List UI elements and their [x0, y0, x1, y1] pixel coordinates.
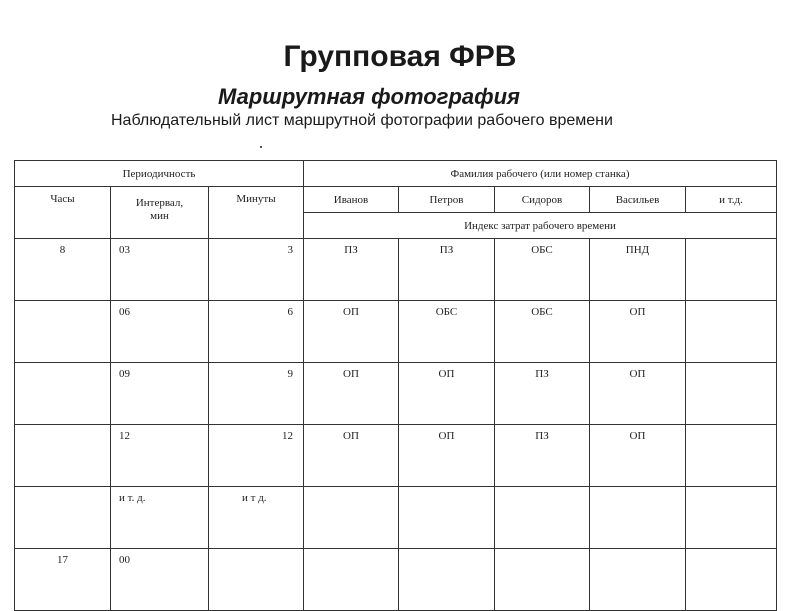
cell-code: ОП	[304, 301, 399, 363]
cell-code	[495, 487, 590, 549]
table-row	[15, 487, 777, 549]
cell-code	[686, 301, 777, 363]
cell-code: ПНД	[590, 239, 686, 301]
cell-minutes	[209, 549, 304, 611]
cell-interval: 12	[111, 425, 209, 487]
cell-code: ПЗ	[304, 239, 399, 301]
table-row	[15, 363, 777, 425]
cell-hours: 17	[15, 549, 111, 611]
cell-code: ОП	[399, 363, 495, 425]
page-caption: Наблюдательный лист маршрутной фотографии рабочего времени	[111, 112, 613, 129]
cell-code: ОБС	[495, 301, 590, 363]
cell-code: ОБС	[399, 301, 495, 363]
table-row	[15, 239, 777, 301]
cell-minutes: 3	[209, 239, 304, 301]
header-time-index: Индекс затрат рабочего времени	[304, 213, 777, 239]
column-header-worker: Петров	[399, 187, 495, 213]
cell-code	[399, 487, 495, 549]
cell-code: ОП	[590, 301, 686, 363]
cell-code: ПЗ	[399, 239, 495, 301]
cell-code: ПЗ	[495, 425, 590, 487]
column-header-minutes: Минуты	[209, 187, 304, 239]
column-header-interval	[111, 187, 209, 239]
table-row	[15, 549, 777, 611]
cell-hours	[15, 363, 111, 425]
cell-code	[686, 363, 777, 425]
cell-code	[399, 549, 495, 611]
cell-code	[590, 487, 686, 549]
cell-hours	[15, 487, 111, 549]
cell-minutes: 12	[209, 425, 304, 487]
cell-code	[686, 239, 777, 301]
cell-code: ОП	[304, 425, 399, 487]
cell-code: ОП	[304, 363, 399, 425]
cell-code: ОП	[590, 425, 686, 487]
decorative-dot	[260, 146, 262, 148]
interval-label-line2: мин	[150, 210, 169, 222]
page-subtitle: Маршрутная фотография	[218, 84, 520, 109]
table-row	[15, 425, 777, 487]
column-header-worker: Иванов	[304, 187, 399, 213]
column-header-worker: и т.д.	[686, 187, 777, 213]
cell-code	[686, 487, 777, 549]
cell-code	[495, 549, 590, 611]
page-title: Групповая ФРВ	[283, 40, 517, 73]
table-row	[15, 301, 777, 363]
cell-minutes: 9	[209, 363, 304, 425]
header-worker-name: Фамилия рабочего (или номер станка)	[304, 161, 777, 187]
cell-code	[686, 425, 777, 487]
cell-interval: и т. д.	[111, 487, 209, 549]
column-header-worker: Сидоров	[495, 187, 590, 213]
cell-interval: 09	[111, 363, 209, 425]
cell-interval: 03	[111, 239, 209, 301]
cell-minutes: и т д.	[209, 487, 304, 549]
interval-label-line1: Интервал,	[135, 197, 184, 209]
cell-minutes: 6	[209, 301, 304, 363]
cell-code: ОБС	[495, 239, 590, 301]
cell-code	[304, 549, 399, 611]
cell-hours	[15, 425, 111, 487]
cell-code: ПЗ	[495, 363, 590, 425]
cell-hours	[15, 301, 111, 363]
column-header-hours: Часы	[15, 187, 111, 239]
cell-hours: 8	[15, 239, 111, 301]
header-periodicity: Периодичность	[15, 161, 304, 187]
cell-code	[304, 487, 399, 549]
cell-code: ОП	[399, 425, 495, 487]
cell-interval: 06	[111, 301, 209, 363]
cell-interval: 00	[111, 549, 209, 611]
cell-code	[686, 549, 777, 611]
column-header-worker: Васильев	[590, 187, 686, 213]
cell-code	[590, 549, 686, 611]
cell-code: ОП	[590, 363, 686, 425]
observation-table	[14, 160, 777, 611]
